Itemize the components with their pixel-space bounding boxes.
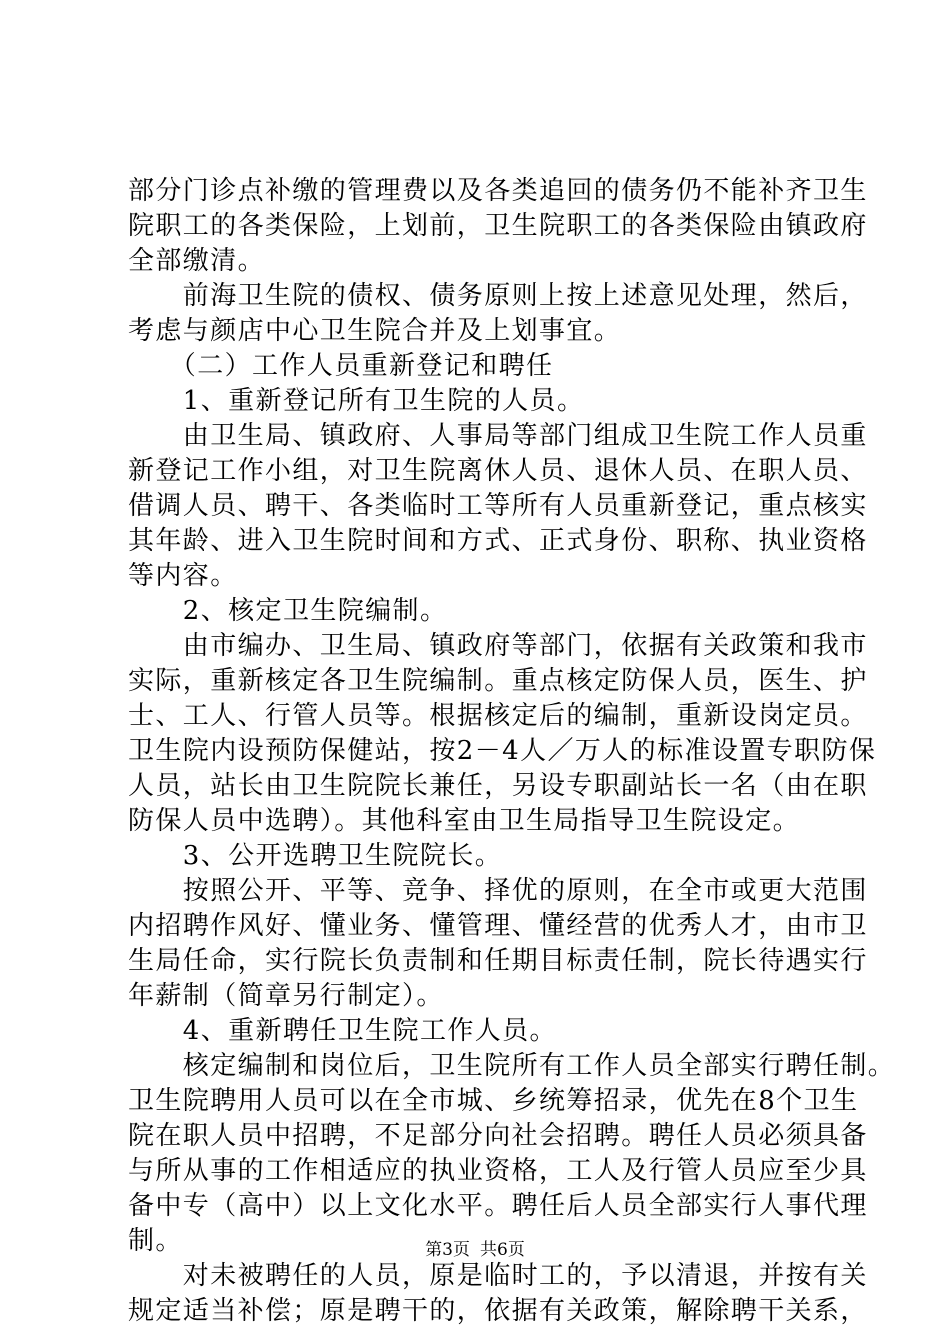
subsection-heading: 4、重新聘任卫生院工作人员。 xyxy=(128,1016,557,1046)
text-line: 院在职人员中招聘，不足部分向社会招聘。聘任人员必须具备 xyxy=(128,1121,868,1151)
text-line: 规定适当补偿；原是聘干的，依据有关政策，解除聘干关系， xyxy=(128,1296,868,1326)
text-line: 备中专（高中）以上文化水平。聘任后人员全部实行人事代理 xyxy=(128,1191,868,1221)
text-line: 生局任命，实行院长负责制和任期目标责任制，院长待遇实行 xyxy=(128,946,868,976)
document-body xyxy=(128,174,896,1329)
text-line: 内招聘作风好、懂业务、懂管理、懂经营的优秀人才，由市卫 xyxy=(128,911,868,941)
text-line: 制。 xyxy=(128,1226,183,1256)
text-line: 借调人员、聘干、各类临时工等所有人员重新登记，重点核实 xyxy=(128,491,868,521)
page-total: 共6页 xyxy=(480,1240,525,1260)
text-line: 对未被聘任的人员，原是临时工的，予以清退，并按有关 xyxy=(128,1261,868,1291)
text-line: 院职工的各类保险，上划前，卫生院职工的各类保险由镇政府 xyxy=(128,211,868,241)
text-line: 前海卫生院的债权、债务原则上按上述意见处理，然后， xyxy=(128,281,868,311)
text-line: 部分门诊点补缴的管理费以及各类追回的债务仍不能补齐卫生 xyxy=(128,176,868,206)
text-line: 年薪制（简章另行制定）。 xyxy=(128,981,444,1011)
text-line: 等内容。 xyxy=(128,561,238,591)
text-line: 由市编办、卫生局、镇政府等部门，依据有关政策和我市 xyxy=(128,631,868,661)
text-line: 新登记工作小组，对卫生院离休人员、退休人员、在职人员、 xyxy=(128,456,868,486)
section-heading: （二）工作人员重新登记和聘任 xyxy=(128,351,554,381)
text-line: 防保人员中选聘）。其他科室由卫生局指导卫生院设定。 xyxy=(128,806,801,836)
text-line: 考虑与颜店中心卫生院合并及上划事宜。 xyxy=(128,316,622,346)
subsection-heading: 3、公开选聘卫生院院长。 xyxy=(128,841,503,871)
text-line: 人员，站长由卫生院院长兼任，另设专职副站长一名（由在职 xyxy=(128,771,868,801)
page-number: 第3页 xyxy=(425,1240,470,1260)
text-line: 全部缴清。 xyxy=(128,246,266,276)
text-line: 实际，重新核定各卫生院编制。重点核定防保人员，医生、护 xyxy=(128,666,868,696)
text-line: 卫生院聘用人员可以在全市城、乡统筹招录，优先在8个卫生 xyxy=(128,1086,859,1116)
subsection-heading: 1、重新登记所有卫生院的人员。 xyxy=(128,386,585,416)
text-line: 卫生院内设预防保健站，按2－4人／万人的标准设置专职防保 xyxy=(128,736,877,766)
subsection-heading: 2、核定卫生院编制。 xyxy=(128,596,448,626)
page-footer xyxy=(0,1240,950,1260)
text-line: 其年龄、进入卫生院时间和方式、正式身份、职称、执业资格 xyxy=(128,526,868,556)
text-line: 按照公开、平等、竞争、择优的原则，在全市或更大范围 xyxy=(128,876,868,906)
text-line: 由卫生局、镇政府、人事局等部门组成卫生院工作人员重 xyxy=(128,421,868,451)
text-line: 与所从事的工作相适应的执业资格，工人及行管人员应至少具 xyxy=(128,1156,868,1186)
text-line: 核定编制和岗位后，卫生院所有工作人员全部实行聘任制。 xyxy=(128,1051,896,1081)
text-line: 士、工人、行管人员等。根据核定后的编制，重新设岗定员。 xyxy=(128,701,868,731)
